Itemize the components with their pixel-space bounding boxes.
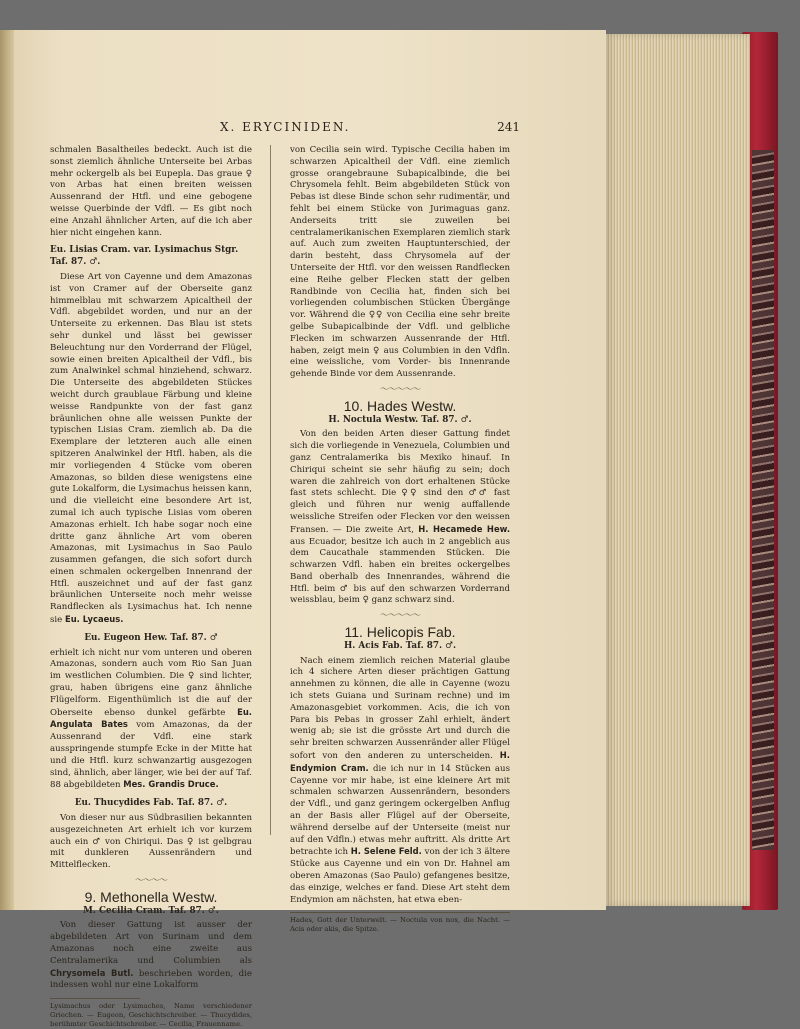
- species-name: Mes. Grandis Druce.: [123, 779, 219, 790]
- ornament: 〜〜〜〜〜: [379, 611, 420, 622]
- left-column: [50, 145, 252, 1029]
- paragraph: Von den beiden Arten dieser Gattung findet sich die vorliegende in Venezuela, Columbien und ganz Centralamerika bis Mexiko hinauf. In Chiriqui scheint sie sehr häufig zu sein; doch waren die zahlreich von dort erhaltenen Stücke fast stets schlecht. Die ♀♀ sind den ♂♂ fast gleich und führen nur wenig auffallende weissliche Streifen oder Flecken vor den weissen Fransen. — Die zweite Art, H. Hecamede Hew. aus Ecuador, besitze ich auch in 2 angeblich aus dem Caucathale stammenden Stücken. Die schwarzen Vdfl. haben ein breites ockergelbes Band oberhalb des Innenrandes, während die Htfl. beim ♂ bis auf den schwarzen Vorderrand weissblau, beim ♀ ganz schwarz sind.: [290, 429, 511, 606]
- species-heading: Eu. Lisias Cram. var. Lysimachus Stgr. Taf. 87. ♂.: [50, 245, 239, 268]
- species-heading: M. Cecilia Cram. Taf. 87. ♂.: [83, 905, 219, 916]
- running-header: [220, 120, 520, 136]
- footnote: Lysimachus oder Lysimaches, Name verschiedener Griechen. — Eugeon, Geschichtschreiber. — Thucydides, berühmter Geschichtschreiber. — Cecilia, Frauenname.: [50, 1002, 252, 1029]
- footnote-rule: [290, 912, 510, 913]
- paragraph: erhielt ich nicht nur vom unteren und oberen Amazonas, sondern auch vom Rio San Juan im westlichen Columbien. Die ♀ sind lichter, grau, haben übrigens eine ganz ähnliche Flügelform. Eigenthümlich ist die auf der Oberseite ebenso dunkel gefärbte Eu. Angulata Bates vom Amazonas, da der Aussenrand der Vdfl. eine stark ausspringende stumpfe Ecke in der Mitte hat und die Htfl. kurz schwanzartig ausgezogen sind, ähnlich, aber länger, wie bei der auf Taf. 88 abgebildeten Mes. Grandis Druce.: [50, 647, 252, 791]
- page-number: 241: [497, 120, 520, 134]
- species-name: H. Endymion Cram.: [290, 750, 510, 773]
- page-stack-edges: [604, 34, 750, 906]
- column-divider: [270, 145, 271, 835]
- species-heading: Eu. Thucydides Fab. Taf. 87. ♂.: [74, 798, 228, 809]
- ornament: 〜〜〜〜〜: [379, 384, 420, 395]
- right-column: [290, 145, 510, 934]
- paragraph: von Cecilia sein wird. Typische Cecilia haben im schwarzen Apicaltheil der Vdfl. eine ziemlich grosse orangebraune Subapicalbinde, die bei Chrysomela fehlt. Beim abgebildeten Stück von Pebas ist diese Binde schon sehr rudimentär, und fehlt bei einem Stücke von Jurimaguas ganz. Anderseits tritt sie zuweilen bei centralamerikanischen Exemplaren ziemlich stark auf. Auch zum zweiten Hauptunterschied, der darin besteht, dass Chrysomela auf der Unterseite der Htfl. vor den weissen Randflecken eine Reihe gelber Flecken statt der gelben Randbinde von Cecilia hat, finden sich bei vorliegenden columbischen Stücken Übergänge vor. Während die ♀♀ von Cecilia eine sehr breite gelbe Subapicalbinde der Vdfl. und gelbliche Flecken im schwarzen Aussenrande der Htfl. haben, zeigt mein ♀ aus Columbien in den Vdfln. eine weissliche, vom Vorder- bis Innenrande gehende Binde vor dem Aussenrande.: [290, 145, 510, 380]
- species-heading: H. Noctula Westw. Taf. 87. ♂.: [328, 414, 472, 425]
- paragraph: Von dieser nur aus Südbrasilien bekannten ausgezeichneten Art erhielt ich vor kurzem auch ein ♂ von Chiriqui. Das ♀ ist gelbgrau mit dunkleren Aussenrändern und Mittelflecken.: [50, 813, 252, 871]
- chapter-title: X. ERYCINIDEN.: [220, 120, 351, 134]
- footnote-rule: [50, 998, 140, 999]
- species-name: Eu. Angulata Bates: [50, 706, 252, 730]
- paragraph: Diese Art von Cayenne und dem Amazonas ist von Cramer auf der Oberseite ganz himmelblau mit schwarzem Apicaltheil der Vdfl. abgebildet worden, und nur an der Unterseite zu erkennen. Das Blau ist stets sehr dunkel und lässt bei gewisser Beleuchtung nur den Vorderrand der Flügel, sowie einen breiten Apicaltheil der Vdfl., bis zum Analwinkel schmal hinziehend, schwarz. Die Unterseite des abgebildeten Stückes weicht durch graublaue Färbung und kleine weisse Randpunkte von der fast ganz bräunlichen ohne alle weissen Punkte der typischen Lisias Cram. ziemlich ab. Da die Exemplare der letzteren auch alle einen spitzeren Analwinkel der Htfl. haben, als die mir vorliegenden 4 Stücke vom oberen Amazonas, so bilden diese wenigstens eine gute Lokalform, die Lysimachus heissen kann, und die vielleicht eine besondere Art ist, zumal ich auch typische Lisias vom oberen Amazonas erhielt. Ich habe sogar noch eine dritte ganz ähnliche Art vom oberen Amazonas, mit Lysimachus in Sao Paulo zusammen gefangen, die sich sofort durch einen schmalen ockergelben Innenrand der Htfl. auszeichnet und auf der fast ganz bräunlichen Unterseite noch mehr weisse Randflecken als Lysimachus hat. Ich nenne sie Eu. Lycaeus.: [50, 271, 252, 626]
- genus-heading: 11. Helicopis Fab.: [344, 624, 456, 641]
- marbled-endpaper: [752, 150, 774, 850]
- paragraph: Von dieser Gattung ist ausser der abgebildeten Art von Surinam und dem Amazonas noch eine zweite aus Centralamerika und Columbien als Chrysomela Butl. beschrieben worden, die indessen wohl nur eine Lokalform: [50, 920, 252, 991]
- species-name: H. Selene Feld.: [350, 846, 422, 857]
- paragraph: Nach einem ziemlich reichen Material glaube ich 4 sichere Arten dieser prächtigen Gattung annehmen zu können, die alle in Cayenne (wozu ich stets Guiana und Surinam rechne) und im Amazonasgebiet vorkommen. Acis, die ich von Para bis Pebas in grosser Zahl erhielt, ändert wenig ab; sie ist die grösste Art und durch die sehr breiten schwarzen Aussenränder aller Flügel sofort von den anderen zu unterscheiden. H. Endymion Cram. die ich nur in 14 Stücken aus Cayenne vor mir habe, ist eine kleinere Art mit schmalen schwarzen Aussenrändern, besonders der Vdfl., und ganz geringem ockergelben Anflug an der Basis aller Flügel auf der Oberseite, während derselbe auf der Unterseite (meist nur auf den Vdfln.) etwas mehr auftritt. Als dritte Art betrachte ich H. Selene Feld. von der ich 3 ältere Stücke aus Cayenne und ein von Dr. Hahnel am oberen Amazonas (Sao Paulo) gefangenes besitze, das einzige, welches er fand. Diese Art steht dem Endymion am nächsten, hat etwa eben-: [290, 655, 511, 905]
- species-name: Chrysomela Butl.: [50, 967, 134, 978]
- ornament: 〜〜〜〜: [134, 876, 167, 887]
- genus-heading: 9. Methonella Westw.: [84, 888, 218, 905]
- book-left-edge: [0, 30, 14, 910]
- species-heading: Eu. Eugeon Hew. Taf. 87. ♂: [84, 632, 218, 643]
- genus-heading: 10. Hades Westw.: [343, 397, 457, 414]
- footnote: Hades, Gott der Unterwelt. — Noctula von nox, die Nacht. — Acis oder akis, die Spitze.: [290, 916, 510, 934]
- species-heading: H. Acis Fab. Taf. 87. ♂.: [343, 640, 457, 651]
- paragraph: schmalen Basaltheiles bedeckt. Auch ist die sonst ziemlich ähnliche Unterseite bei Arbas mehr ockergelb als bei Eupepla. Das graue ♀ von Arbas hat einen breiten weissen Aussenrand der Htfl. und eine gebogene weisse Querbinde der Vdfl. — Es gibt noch eine Anzahl ähnlicher Arten, auf die ich aber hier nicht eingehen kann.: [50, 145, 252, 238]
- species-name: H. Hecamede Hew.: [418, 523, 511, 534]
- species-name: Eu. Lycaeus.: [64, 614, 124, 625]
